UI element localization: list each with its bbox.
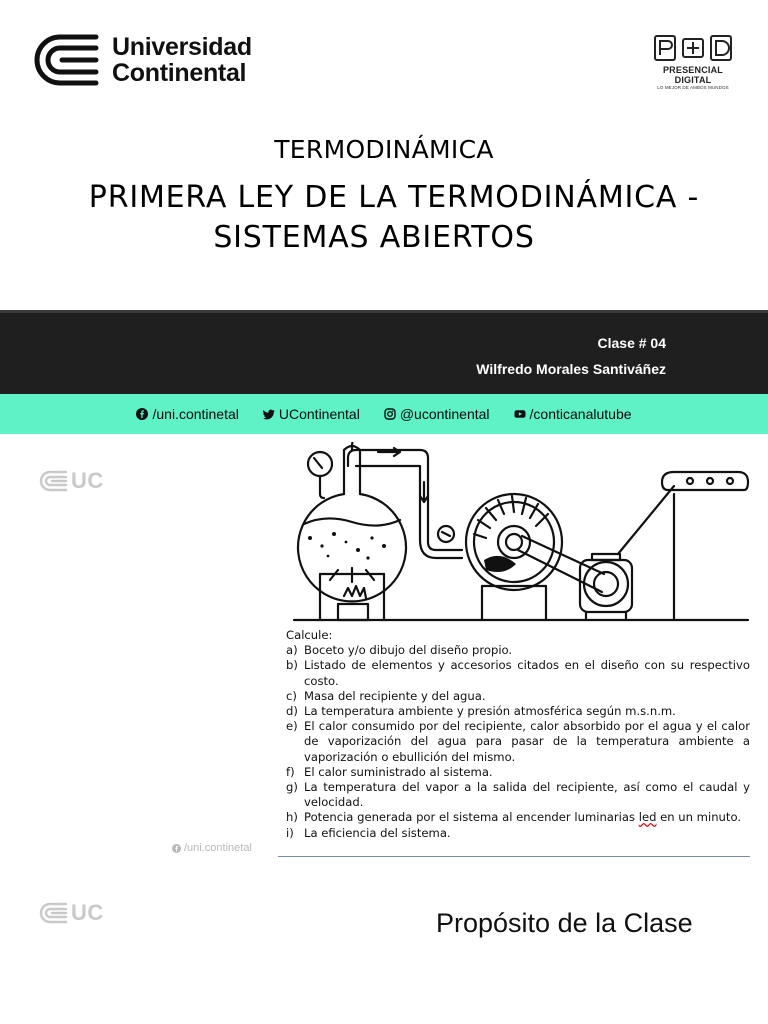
class-info-band: [0, 310, 768, 394]
uc-watermark-logo: [38, 468, 104, 494]
twitter-icon: [263, 408, 275, 420]
social-link-youtube[interactable]: [514, 406, 632, 422]
uc-logo-mark-icon: [30, 32, 102, 88]
task-text: El calor consumido por del recipiente, calor absorbido por el agua y el calor de vaporización del agua para pasar de la temperatura ambiente a vaporización o ebullición del mismo.: [304, 719, 750, 764]
youtube-icon: [514, 408, 526, 420]
social-link-instagram-text: @ucontinental: [399, 406, 490, 422]
task-text-part: en un minuto.: [656, 810, 742, 825]
task-item-c: [286, 689, 750, 704]
task-text-part: Potencia generada por el sistema al encender luminarias: [304, 810, 639, 825]
task-text: La eficiencia del sistema.: [304, 825, 451, 840]
task-item-e: [286, 719, 750, 765]
uc-watermark-text: UC: [71, 900, 104, 925]
pd-tagline: LO MEJOR DE AMBOS MUNDOS: [657, 85, 729, 90]
topic-title: [0, 178, 768, 258]
task-item-f: [286, 765, 750, 780]
title-slide: [0, 0, 768, 434]
task-text: La temperatura del vapor a la salida del recipiente, así como el caudal y velocidad.: [304, 780, 750, 810]
social-link-facebook-text: /uni.continetal: [152, 406, 239, 422]
task-text: Boceto y/o dibujo del diseño propio.: [304, 643, 513, 658]
task-marker: d): [286, 704, 298, 719]
footer-social-text: /uni.continetal: [184, 842, 252, 854]
facebook-icon: [136, 408, 148, 420]
social-link-youtube-text: /conticanalutube: [529, 406, 632, 422]
universidad-continental-logo: [30, 32, 252, 88]
task-item-a: [286, 643, 750, 658]
purpose-slide: [0, 872, 768, 1024]
purpose-title: Propósito de la Clase: [436, 908, 693, 938]
task-list: [286, 643, 750, 841]
task-divider: [278, 856, 750, 857]
social-link-twitter[interactable]: [263, 406, 360, 422]
topic-title-line2: SISTEMAS ABIERTOS: [213, 220, 535, 255]
task-text: Listado de elementos y accesorios citados en el diseño con su respectivo costo.: [304, 658, 750, 688]
university-name-line2: Continental: [112, 59, 247, 87]
pd-logo-mark-icon: [653, 33, 733, 63]
task-item-h: [286, 810, 750, 825]
course-title: TERMODINÁMICA: [274, 135, 494, 164]
task-text: [304, 810, 750, 825]
task-item-g: [286, 780, 750, 810]
task-marker: c): [286, 688, 297, 703]
facebook-icon: [172, 844, 181, 853]
steam-system-diagram: [286, 442, 756, 632]
presencial-digital-logo: [648, 33, 738, 90]
social-link-facebook[interactable]: [136, 406, 238, 422]
uc-watermark-mark-icon: [38, 470, 68, 492]
topic-title-line1: PRIMERA LEY DE LA TERMODINÁMICA -: [88, 180, 700, 215]
task-marker: g): [286, 780, 298, 795]
uc-watermark-mark-icon: [38, 902, 68, 924]
task-marker: a): [286, 643, 298, 658]
task-marker: f): [286, 764, 295, 779]
exercise-slide: [0, 436, 768, 870]
instagram-icon: [384, 408, 396, 420]
university-name-line1: Universidad: [112, 33, 252, 61]
footer-social-link[interactable]: [172, 842, 252, 854]
exercise-task: [286, 628, 750, 841]
instructor-name: Wilfredo Morales Santiváñez: [476, 361, 666, 377]
task-text: Masa del recipiente y del agua.: [304, 688, 486, 703]
task-marker: i): [286, 825, 294, 840]
uc-watermark-logo: [38, 900, 104, 926]
task-item-i: [286, 826, 750, 841]
task-text-led: led: [638, 810, 657, 825]
task-text: El calor suministrado al sistema.: [304, 764, 493, 779]
task-marker: b): [286, 658, 298, 673]
social-link-instagram[interactable]: [384, 406, 490, 422]
task-text: La temperatura ambiente y presión atmosférica según m.s.n.m.: [304, 704, 676, 719]
pd-name: PRESENCIAL DIGITAL: [662, 65, 723, 85]
task-title: Calcule:: [286, 628, 333, 642]
task-marker: h): [286, 810, 298, 825]
task-item-d: [286, 704, 750, 719]
class-number: Clase # 04: [597, 335, 666, 351]
university-name: [112, 34, 252, 86]
uc-watermark-text: UC: [71, 468, 104, 493]
social-links-band: [0, 394, 768, 434]
task-marker: e): [286, 719, 298, 734]
social-link-twitter-text: UContinental: [278, 406, 360, 422]
task-item-b: [286, 658, 750, 688]
